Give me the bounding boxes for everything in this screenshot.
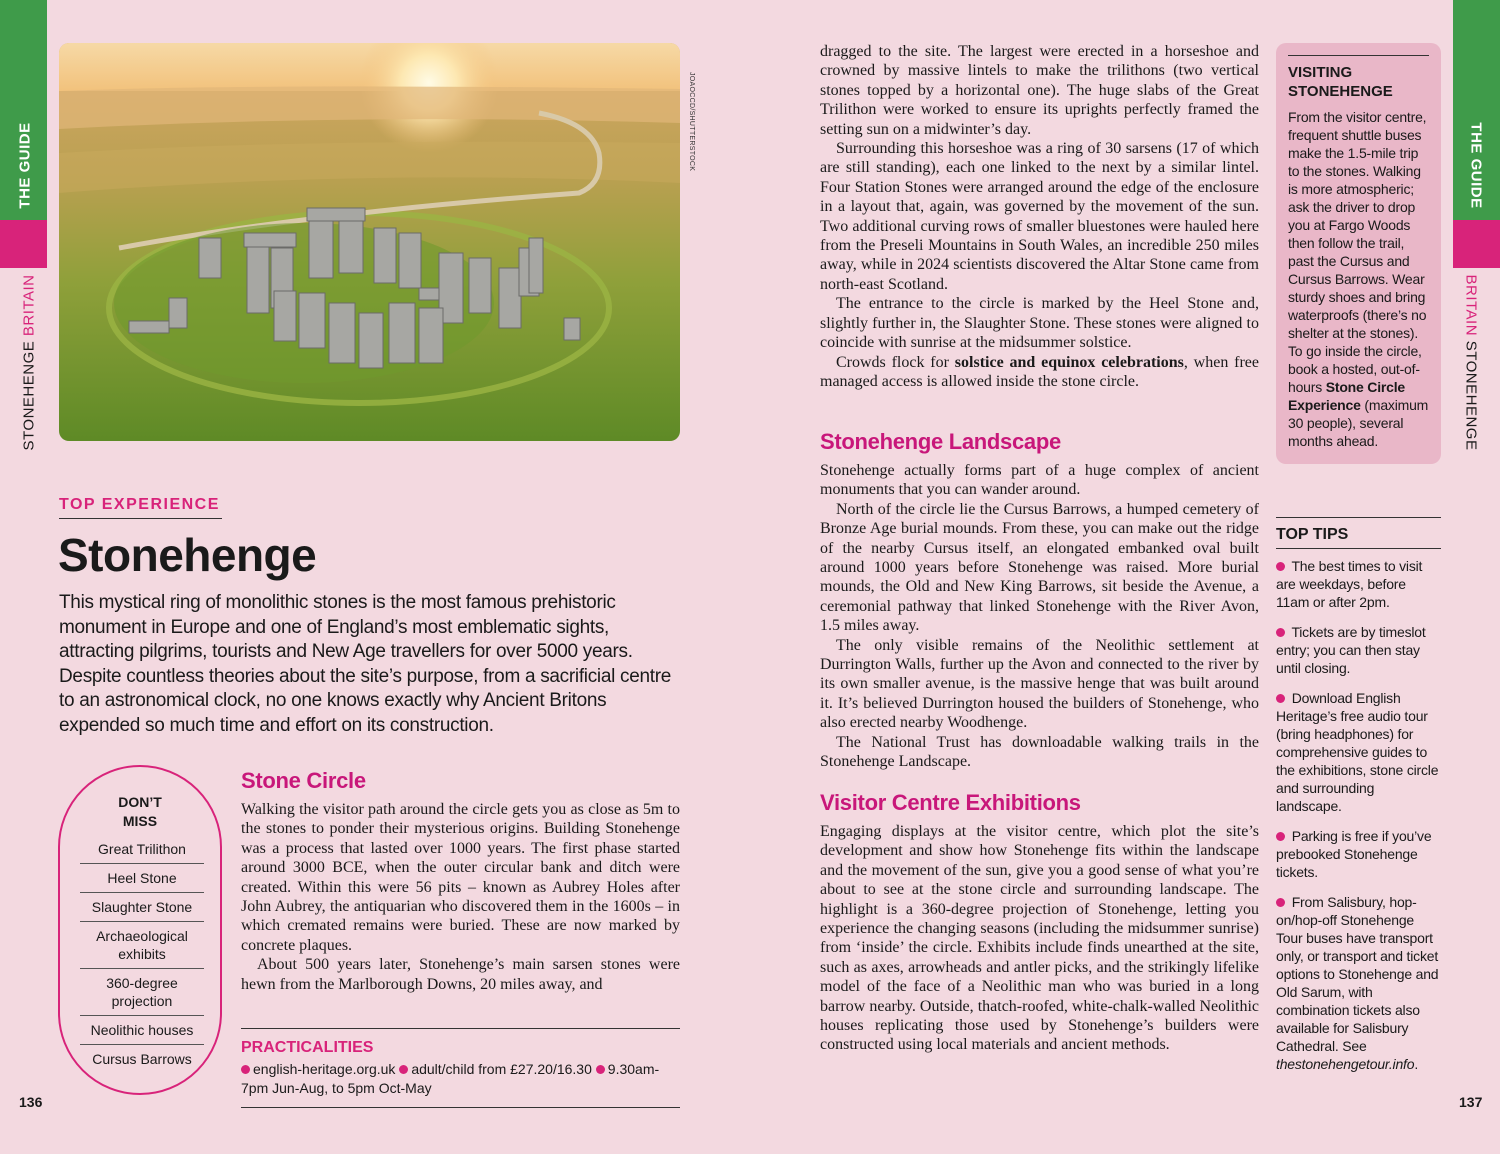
stonehenge-photo xyxy=(59,43,680,441)
list-item: Great Trilithon xyxy=(80,835,204,864)
paragraph: The only visible remains of the Neolithic settlement at Durrington Walls, further up the Avon and connected to the river by its own smaller avenue, is the massive henge that was built around it. It’s believed Durrington housed the builders of Stonehenge, who also erected nearby Woodhenge. xyxy=(820,636,1259,732)
visitor-centre-body xyxy=(820,822,1259,1055)
left-guide-label: THE GUIDE xyxy=(16,122,34,209)
right-chapter-tab xyxy=(1453,220,1500,268)
page-title: Stonehenge xyxy=(58,529,317,581)
website-link[interactable]: english-heritage.org.uk xyxy=(253,1061,396,1077)
paragraph: About 500 years later, Stonehenge’s main sarsen stones were hewn from the Marlborough Downs, 20 miles away, and xyxy=(241,956,680,993)
paragraph: Surrounding this horseshoe was a ring of 30 sarsens (17 of which are still standing), each one linked to the next by a similar lintel. Four Station Stones were arranged around the edge of the enclosure in a layout that, again, was governed by the movement of the sun. Two additional curving rows of smaller bluestones were hauled here from the Preseli Mountains in South Wales, an incredible 250 miles away, while in 2024 scientists discovered the Altar Stone came from north-east Scotland. xyxy=(820,140,1259,293)
bullet-icon xyxy=(241,1065,250,1074)
bullet-icon xyxy=(596,1065,605,1074)
paragraph: dragged to the site. The largest were erected in a horseshoe and crowned by massive lintels to make the trilithons (two vertical stones topped by a horizontal one). The huge slabs of the Great Trilithon were worked to ensure its uprights perfectly framed the setting sun on a midwinter’s day. xyxy=(820,43,1259,138)
tip-item: Parking is free if you’ve prebooked Stonehenge tickets. xyxy=(1276,828,1432,880)
dont-miss-heading: DON’T MISS xyxy=(118,794,162,829)
bullet-icon xyxy=(1276,628,1285,637)
right-column-body xyxy=(820,42,1259,391)
dont-miss-list xyxy=(80,835,204,1073)
visitor-centre-heading: Visitor Centre Exhibitions xyxy=(820,790,1081,815)
visiting-heading: VISITING STONEHENGE xyxy=(1288,64,1393,100)
paragraph: The National Trust has downloadable walking trails in the Stonehenge Landscape. xyxy=(820,733,1259,771)
page-number-left: 136 xyxy=(19,1094,43,1110)
stone-circle-heading: Stone Circle xyxy=(241,768,366,793)
tip-item: From Salisbury, hop-on/hop-off Stonehenge Tour buses have transport only, or transport and ticket options to Stonehenge and Old Sarum, with combination tickets also available for Salisbury Cathedral. See thestonehengetour.info. xyxy=(1276,894,1439,1072)
price-text: adult/child from £27.20/16.30 xyxy=(411,1061,592,1077)
paragraph: The entrance to the circle is marked by the Heel Stone and, slightly further in, the Slaughter Stone. These stones were aligned to coincide with sunrise at the midsummer solstice. xyxy=(820,295,1259,352)
list-item: Slaughter Stone xyxy=(80,893,204,922)
photo-credit: JOAOCCD/SHUTTERSTOCK xyxy=(688,72,695,172)
tip-item: Tickets are by timeslot entry; you can then stay until closing. xyxy=(1276,624,1426,676)
dont-miss-box xyxy=(58,765,222,1095)
section-label: TOP EXPERIENCE xyxy=(59,496,222,519)
hours-text: 9.30am-7pm Jun-Aug, to 5pm Oct-May xyxy=(241,1061,660,1096)
practicalities-text xyxy=(241,1060,680,1098)
paragraph: North of the circle lie the Cursus Barrows, a humped cemetery of Bronze Age burial mounds. From these, you can make out the ridge of the nearby Cursus itself, an elongated embanked oval built around 1000 years before Stonehenge was raised. More burial mounds, the Old and New King Barrows, sit beside the Avenue, a ceremonial pathway that linked Stonehenge with the River Avon, 1.5 miles away. xyxy=(820,500,1259,635)
top-tips-box xyxy=(1276,517,1441,1073)
tip-item: Download English Heritage’s free audio tour (bring headphones) for comprehensive guides to the exhibitions, stone circle and surrounding landscape. xyxy=(1276,690,1439,814)
list-item: 360-degree projection xyxy=(80,969,204,1016)
landscape-heading: Stonehenge Landscape xyxy=(820,429,1061,454)
paragraph: Engaging displays at the visitor centre, which plot the site’s development and show how Stonehenge fits within the landscape and the movement of the sun, give you a good sense of what you’re about to see at the stone circle and surrounding landscape. The highlight is a 360-degree projection of Stonehenge, letting you experience the changing seasons (including the midsummer sunrise) from ‘inside’ the circle. Exhibits include finds unearthed at the site, such as axes, arrowheads and antler picks, and the strikingly lifelike model of the face of a Neolithic man who was buried in a long barrow nearby. Outside, thatch-roofed, white-chalk-walled Neolithic houses replicating those used by Stonehenge’s builders were constructed using local materials and ancient methods. xyxy=(820,823,1259,1054)
paragraph: Walking the visitor path around the circle gets you as close as 5m to the stones to ponder their mysterious origins. Building Stonehenge was a process that lasted over 1000 years. The first phase started around 3000 BCE, when the outer circular bank and ditch were created. Within this were 56 pits – known as Aubrey Holes after John Aubrey, the antiquarian who discovered them in the 1600s – in which cremated remains were buried. These are now marked by concrete plaques. xyxy=(241,801,680,954)
tip-item: The best times to visit are weekdays, before 11am or after 2pm. xyxy=(1276,558,1423,610)
bullet-icon xyxy=(1276,562,1285,571)
paragraph: Stonehenge actually forms part of a huge complex of ancient monuments that you can wander around. xyxy=(820,462,1259,499)
list-item: Cursus Barrows xyxy=(92,1051,192,1067)
bullet-icon xyxy=(1276,832,1285,841)
right-guide-label: THE GUIDE xyxy=(1467,122,1485,209)
practicalities-heading: PRACTICALITIES xyxy=(241,1039,374,1056)
top-tips-heading: TOP TIPS xyxy=(1276,518,1441,549)
visiting-box xyxy=(1276,43,1441,464)
divider xyxy=(1288,55,1429,56)
list-item: Heel Stone xyxy=(80,864,204,893)
left-chapter-tab xyxy=(0,220,47,268)
tour-website-link[interactable]: thestonehengetour.info xyxy=(1276,1056,1415,1072)
stone-circle-body xyxy=(241,800,680,994)
bullet-icon xyxy=(399,1065,408,1074)
page-number-right: 137 xyxy=(1459,1094,1483,1110)
practicalities-box xyxy=(241,1028,680,1108)
bullet-icon xyxy=(1276,898,1285,907)
bullet-icon xyxy=(1276,694,1285,703)
lead-paragraph: This mystical ring of monolithic stones is the most famous prehistoric monument in Europe and one of England’s most emblematic sights, attracting pilgrims, tourists and New Age travellers for over 5000 years. Despite countless theories about the site’s purpose, from a sacrificial centre to an astronomical clock, no one knows exactly why Ancient Britons expended so much time and effort on its construction. xyxy=(59,592,672,736)
visiting-text: From the visitor centre, frequent shuttle buses make the 1.5-mile trip to the stones. Walking is more atmospheric; ask the driver to drop you at Fargo Woods then follow the trail, past the Cursus and Cursus Barrows. Wear sturdy shoes and bring waterproofs (there’s no shelter at the stones). To go inside the circle, book a hosted, out-of-hours Stone Circle Experience (maximum 30 people), several months ahead. xyxy=(1288,109,1429,449)
landscape-body xyxy=(820,461,1259,772)
left-chapter-label: STONEHENGE BRITAIN xyxy=(20,274,38,451)
paragraph: Crowds flock for solstice and equinox celebrations, when free managed access is allowed inside the stone circle. xyxy=(820,353,1260,390)
list-item: Archaeological exhibits xyxy=(80,922,204,969)
right-chapter-label: BRITAIN STONEHENGE xyxy=(1462,274,1480,451)
list-item: Neolithic houses xyxy=(80,1016,204,1045)
